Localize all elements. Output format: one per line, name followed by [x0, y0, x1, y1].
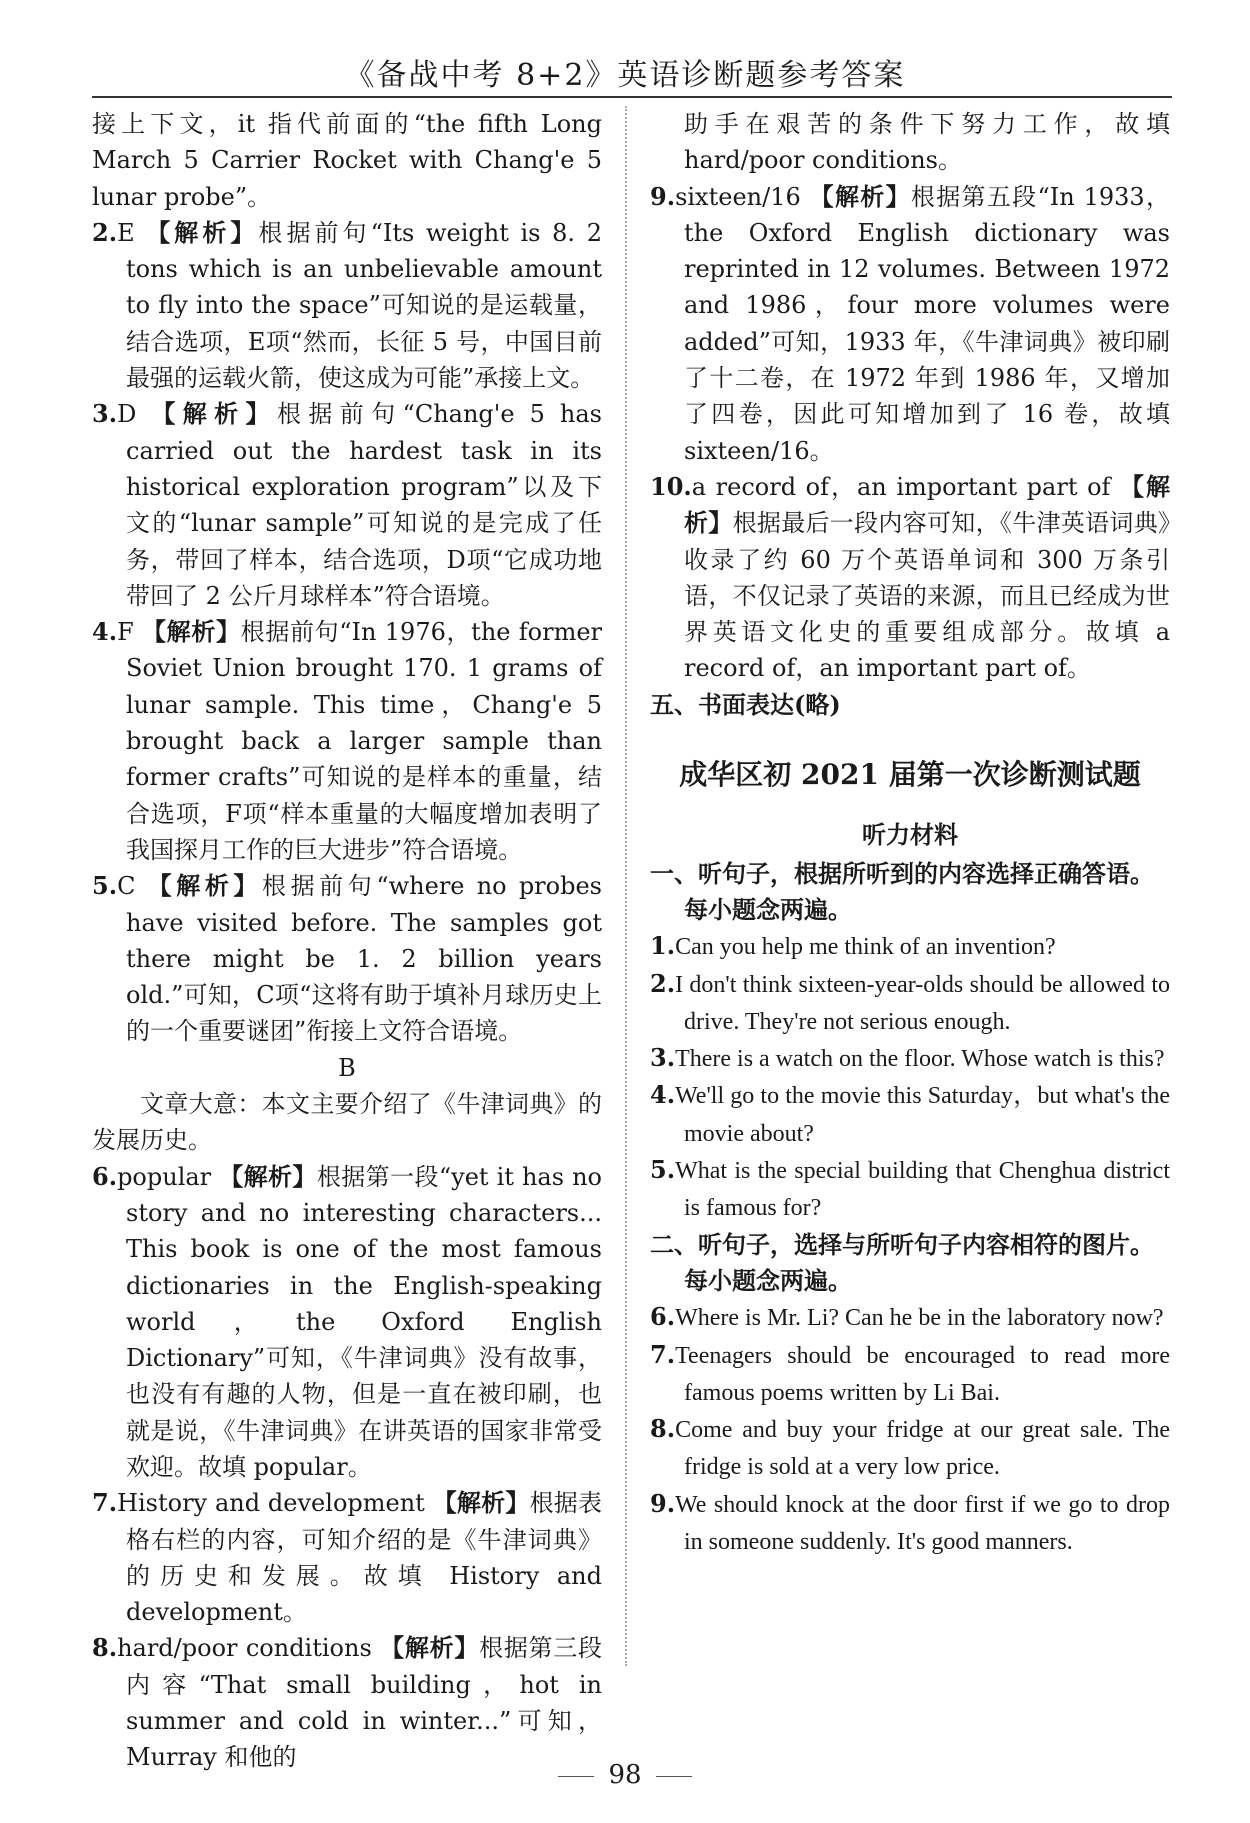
listening-item-6: 6.Where is Mr. Li? Can he be in the laboratory now? — [650, 1302, 1164, 1332]
listening-item-2: 2.I don't think sixteen-year-olds should be allowed to drive. They're not serious enough. — [650, 968, 1170, 1035]
listening-item-8: 8.Come and buy your fridge at our great sale. The fridge is sold at a very low price. — [650, 1414, 1170, 1481]
answer-item-2: 2.E 【解析】根据前句“Its weight is 8. 2 tons which is an unbelievable amount to fly into the space”可知说的是运载量，结合选项，E项“然而，长征 5 号，中国目前最强的运载火箭，使这成为可能”承接上文。 — [92, 217, 602, 393]
listening-item-5: 5.What is the special building that Chenghua district is famous for? — [650, 1155, 1170, 1222]
listening-item-3: 3.There is a watch on the floor. Whose watch is this? — [650, 1043, 1165, 1073]
continued-text: 接上下文，it 指代前面的“the fifth Long March 5 Carrier Rocket with Chang'e 5 lunar probe”。 — [92, 110, 602, 211]
listening-item-9: 9.We should knock at the door first if we go to drop in someone suddenly. It's good manners. — [650, 1488, 1170, 1555]
article-summary: 文章大意：本文主要介绍了《牛津词典》的发展历史。 — [92, 1090, 602, 1155]
test-title: 成华区初 2021 届第一次诊断测试题 — [679, 758, 1141, 792]
listening-title: 听力材料 — [862, 820, 958, 850]
answer-item-10: 10.a record of，an important part of 【解析】根据最后一段内容可知，《牛津英语词典》收录了约 60 万个英语单词和 300 万条引语，不仅记录了英语的来源，而且已经成为世界英语文化史的重要组成部分。故填 a record of，an important part of。 — [650, 471, 1171, 683]
part1-heading: 一、听句子，根据所听到的内容选择正确答语。 — [650, 858, 1154, 888]
answer-item-6: 6.popular 【解析】根据第一段“yet it has no story and no interesting characters... This book is one of the most famous dictionaries in the English-speaking world，the Oxford English Dictionary”可知，《牛津词典》没有故事，也没有有趣的人物，但是一直在被印刷，也就是说，《牛津词典》在讲英语的国家非常受欢迎。故填 popular。 — [92, 1161, 602, 1481]
answer-item-5: 5.C 【解析】根据前句“where no probes have visited before. The samples got there might be 1. 2 billion years old.”可知，C项“这将有助于填补月球历史上的一个重要谜团”衔接上文符合语境。 — [92, 871, 602, 1046]
answer-item-8: 8.hard/poor conditions 【解析】根据第三段内容“That small building，hot in summer and cold in winter...”可知，Murray 和他的 — [92, 1633, 603, 1772]
part2-subheading: 每小题念两遍。 — [684, 1265, 852, 1295]
page-number: 98 — [0, 1760, 1250, 1790]
right-column — [650, 106, 1170, 1560]
listening-item-7: 7.Teenagers should be encouraged to read more famous poems written by Li Bai. — [650, 1339, 1170, 1406]
dash-left — [558, 1776, 594, 1777]
part1-subheading: 每小题念两遍。 — [684, 894, 852, 924]
section-writing: 五、书面表达(略) — [650, 689, 841, 719]
left-column — [92, 106, 602, 1776]
column-divider — [625, 106, 627, 1666]
part2-heading: 二、听句子，选择与所听句子内容相符的图片。 — [650, 1229, 1154, 1259]
answer-item-9: 9.sixteen/16 【解析】根据第五段“In 1933，the Oxford English dictionary was reprinted in 12 volumes. Between 1972 and 1986，four more volumes were added”可知，1933 年，《牛津词典》被印刷了十二卷，在 1972 年到 1986 年，又增加了四卷，因此可知增加到了 16 卷，故填 sixteen/16。 — [650, 181, 1170, 465]
answer-item-4: 4.F 【解析】根据前句“In 1976，the former Soviet Union brought 170. 1 grams of lunar sample. This time，Chang'e 5 brought back a larger sample than former crafts”可知说的是样本的重量，结合选项，F项“样本重量的大幅度增加表明了我国探月工作的巨大进步”符合语境。 — [92, 617, 603, 864]
dash-right — [656, 1776, 692, 1777]
header-rule — [92, 96, 1172, 98]
page-header: 《备战中考 8+2》英语诊断题参考答案 — [344, 58, 906, 93]
continued-text: 助手在艰苦的条件下努力工作，故填 hard/poor conditions。 — [684, 110, 1170, 175]
listening-item-4: 4.We'll go to the movie this Saturday，but what's the movie about? — [650, 1080, 1170, 1147]
listening-item-1: 1.Can you help me think of an invention? — [650, 931, 1056, 961]
section-b-label: B — [338, 1053, 356, 1082]
answer-item-7: 7.History and development 【解析】根据表格右栏的内容，可知介绍的是《牛津词典》的历史和发展。故填 History and development。 — [92, 1488, 603, 1627]
answer-item-3: 3.D 【解析】根据前句“Chang'e 5 has carried out the hardest task in its historical exploration program”以及下文的“lunar sample”可知说的是完成了任务，带回了样本，结合选项，D项“它成功地带回了 2 公斤月球样本”符合语境。 — [92, 399, 602, 610]
